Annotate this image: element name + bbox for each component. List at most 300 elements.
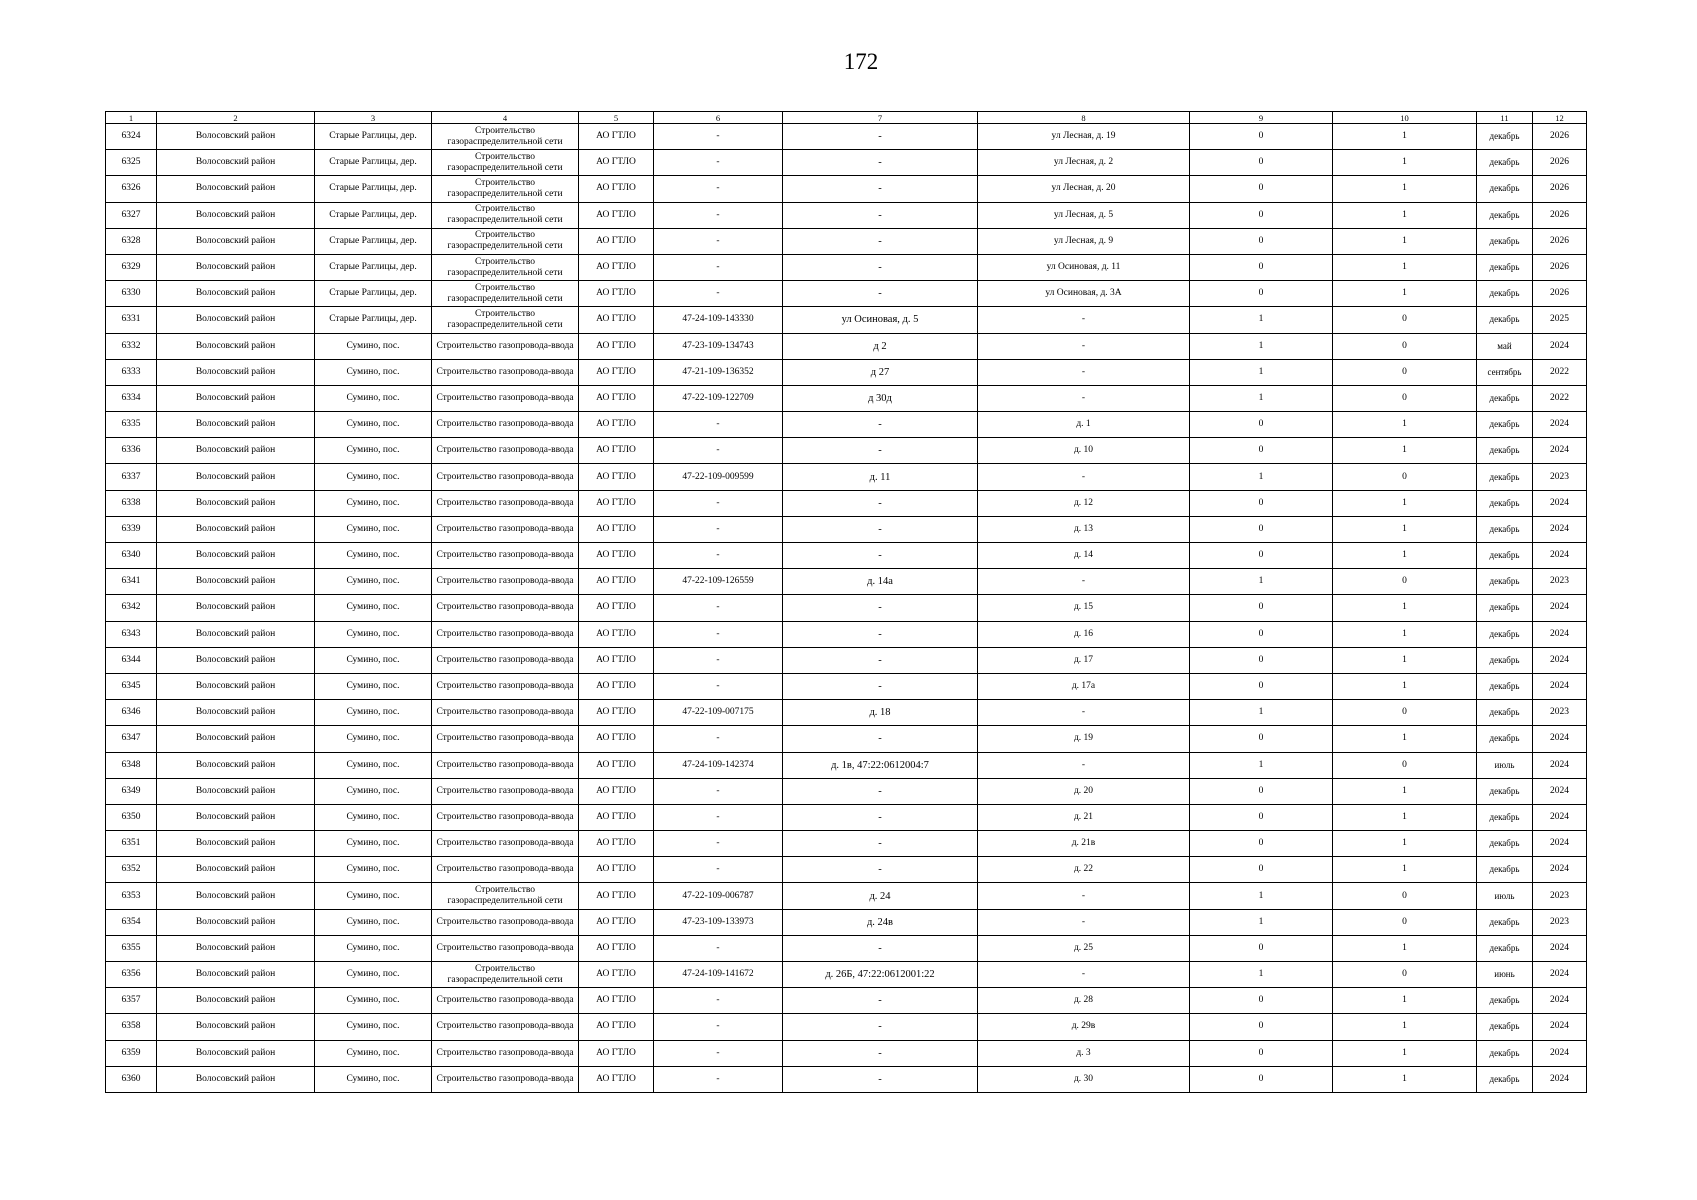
cell-col-10-value: 0 — [1333, 700, 1477, 726]
cell-month: декабрь — [1477, 490, 1533, 516]
cell-permit-number: - — [654, 281, 783, 307]
cell-work-type: Строительство газораспределительной сети — [432, 176, 579, 202]
cell-col-10-value: 1 — [1333, 490, 1477, 516]
cell-col-10-value: 0 — [1333, 333, 1477, 359]
cell-row-number: 6351 — [106, 831, 157, 857]
cell-settlement: Сумино, пос. — [315, 647, 432, 673]
cell-settlement: Сумино, пос. — [315, 804, 432, 830]
cell-row-number: 6343 — [106, 621, 157, 647]
cell-year: 2024 — [1533, 1040, 1587, 1066]
cell-settlement: Сумино, пос. — [315, 673, 432, 699]
cell-col-10-value: 0 — [1333, 307, 1477, 333]
cell-year: 2024 — [1533, 412, 1587, 438]
cell-work-type: Строительство газопровода-ввода — [432, 647, 579, 673]
cell-work-type: Строительство газопровода-ввода — [432, 726, 579, 752]
column-header-12: 12 — [1533, 112, 1587, 124]
cell-address: д. 10 — [978, 438, 1190, 464]
cell-settlement: Сумино, пос. — [315, 988, 432, 1014]
cell-settlement: Старые Раглицы, дер. — [315, 307, 432, 333]
cell-contractor: АО ГТЛО — [579, 307, 654, 333]
cell-month: декабрь — [1477, 988, 1533, 1014]
cell-year: 2026 — [1533, 124, 1587, 150]
cell-work-type: Строительство газопровода-ввода — [432, 700, 579, 726]
cell-row-number: 6357 — [106, 988, 157, 1014]
cell-month: декабрь — [1477, 673, 1533, 699]
cell-object-address: - — [783, 647, 978, 673]
table-body — [106, 124, 1587, 1093]
cell-col-9-value: 0 — [1190, 202, 1333, 228]
cell-object-address: - — [783, 595, 978, 621]
cell-contractor: АО ГТЛО — [579, 700, 654, 726]
cell-district: Волосовский район — [157, 490, 315, 516]
cell-col-10-value: 1 — [1333, 202, 1477, 228]
table-row — [106, 804, 1587, 830]
cell-permit-number: - — [654, 621, 783, 647]
cell-work-type: Строительство газопровода-ввода — [432, 935, 579, 961]
cell-col-9-value: 0 — [1190, 857, 1333, 883]
cell-district: Волосовский район — [157, 202, 315, 228]
cell-contractor: АО ГТЛО — [579, 883, 654, 909]
cell-settlement: Старые Раглицы, дер. — [315, 281, 432, 307]
cell-contractor: АО ГТЛО — [579, 962, 654, 988]
cell-col-10-value: 1 — [1333, 1040, 1477, 1066]
cell-col-10-value: 1 — [1333, 831, 1477, 857]
cell-month: декабрь — [1477, 1066, 1533, 1092]
cell-col-10-value: 0 — [1333, 569, 1477, 595]
cell-permit-number: - — [654, 412, 783, 438]
cell-col-10-value: 1 — [1333, 857, 1477, 883]
cell-col-9-value: 0 — [1190, 621, 1333, 647]
cell-district: Волосовский район — [157, 412, 315, 438]
cell-address: д. 16 — [978, 621, 1190, 647]
cell-object-address: д. 24в — [783, 909, 978, 935]
cell-month: декабрь — [1477, 569, 1533, 595]
cell-address: ул Лесная, д. 19 — [978, 124, 1190, 150]
cell-col-9-value: 0 — [1190, 124, 1333, 150]
cell-permit-number: - — [654, 647, 783, 673]
cell-contractor: АО ГТЛО — [579, 988, 654, 1014]
cell-address: д. 17 — [978, 647, 1190, 673]
cell-col-9-value: 0 — [1190, 673, 1333, 699]
table-row — [106, 988, 1587, 1014]
cell-address: ул Лесная, д. 5 — [978, 202, 1190, 228]
cell-row-number: 6325 — [106, 150, 157, 176]
cell-month: декабрь — [1477, 281, 1533, 307]
cell-district: Волосовский район — [157, 778, 315, 804]
table-row — [106, 1040, 1587, 1066]
cell-address: - — [978, 752, 1190, 778]
table-row — [106, 359, 1587, 385]
cell-address: - — [978, 700, 1190, 726]
cell-row-number: 6327 — [106, 202, 157, 228]
cell-year: 2024 — [1533, 543, 1587, 569]
cell-col-9-value: 1 — [1190, 307, 1333, 333]
cell-work-type: Строительство газопровода-ввода — [432, 752, 579, 778]
cell-object-address: - — [783, 1014, 978, 1040]
cell-settlement: Старые Раглицы, дер. — [315, 254, 432, 280]
cell-row-number: 6355 — [106, 935, 157, 961]
cell-col-10-value: 0 — [1333, 464, 1477, 490]
cell-col-9-value: 1 — [1190, 883, 1333, 909]
cell-year: 2024 — [1533, 621, 1587, 647]
cell-year: 2024 — [1533, 333, 1587, 359]
cell-year: 2026 — [1533, 281, 1587, 307]
cell-col-10-value: 1 — [1333, 228, 1477, 254]
cell-col-9-value: 0 — [1190, 412, 1333, 438]
cell-work-type: Строительство газораспределительной сети — [432, 962, 579, 988]
cell-row-number: 6360 — [106, 1066, 157, 1092]
cell-address: д. 17а — [978, 673, 1190, 699]
cell-row-number: 6340 — [106, 543, 157, 569]
cell-settlement: Сумино, пос. — [315, 438, 432, 464]
cell-district: Волосовский район — [157, 831, 315, 857]
cell-settlement: Сумино, пос. — [315, 1014, 432, 1040]
cell-address: д. 21 — [978, 804, 1190, 830]
cell-settlement: Сумино, пос. — [315, 464, 432, 490]
cell-object-address: - — [783, 935, 978, 961]
table-row — [106, 228, 1587, 254]
cell-contractor: АО ГТЛО — [579, 176, 654, 202]
cell-district: Волосовский район — [157, 647, 315, 673]
cell-address: ул Осиновая, д. 11 — [978, 254, 1190, 280]
cell-district: Волосовский район — [157, 726, 315, 752]
cell-settlement: Сумино, пос. — [315, 909, 432, 935]
cell-col-9-value: 0 — [1190, 254, 1333, 280]
cell-month: сентябрь — [1477, 359, 1533, 385]
cell-permit-number: - — [654, 804, 783, 830]
cell-district: Волосовский район — [157, 804, 315, 830]
table-row — [106, 778, 1587, 804]
cell-col-9-value: 1 — [1190, 333, 1333, 359]
cell-year: 2023 — [1533, 569, 1587, 595]
cell-permit-number: - — [654, 438, 783, 464]
cell-month: декабрь — [1477, 1040, 1533, 1066]
cell-col-9-value: 0 — [1190, 516, 1333, 542]
cell-object-address: - — [783, 1040, 978, 1066]
cell-work-type: Строительство газопровода-ввода — [432, 1014, 579, 1040]
cell-col-9-value: 1 — [1190, 909, 1333, 935]
cell-work-type: Строительство газопровода-ввода — [432, 438, 579, 464]
cell-row-number: 6349 — [106, 778, 157, 804]
cell-contractor: АО ГТЛО — [579, 202, 654, 228]
cell-work-type: Строительство газопровода-ввода — [432, 857, 579, 883]
cell-col-10-value: 1 — [1333, 176, 1477, 202]
cell-district: Волосовский район — [157, 385, 315, 411]
cell-object-address: - — [783, 490, 978, 516]
cell-district: Волосовский район — [157, 752, 315, 778]
cell-permit-number: - — [654, 543, 783, 569]
cell-district: Волосовский район — [157, 254, 315, 280]
cell-settlement: Сумино, пос. — [315, 490, 432, 516]
cell-address: - — [978, 307, 1190, 333]
cell-settlement: Старые Раглицы, дер. — [315, 228, 432, 254]
cell-contractor: АО ГТЛО — [579, 516, 654, 542]
cell-col-10-value: 1 — [1333, 1014, 1477, 1040]
cell-contractor: АО ГТЛО — [579, 752, 654, 778]
cell-permit-number: - — [654, 1066, 783, 1092]
table-row — [106, 621, 1587, 647]
cell-row-number: 6334 — [106, 385, 157, 411]
cell-col-10-value: 1 — [1333, 516, 1477, 542]
cell-col-10-value: 1 — [1333, 150, 1477, 176]
cell-year: 2023 — [1533, 464, 1587, 490]
cell-work-type: Строительство газопровода-ввода — [432, 1040, 579, 1066]
cell-col-10-value: 1 — [1333, 595, 1477, 621]
cell-contractor: АО ГТЛО — [579, 647, 654, 673]
cell-contractor: АО ГТЛО — [579, 935, 654, 961]
table-row — [106, 385, 1587, 411]
cell-settlement: Сумино, пос. — [315, 700, 432, 726]
cell-work-type: Строительство газопровода-ввода — [432, 543, 579, 569]
cell-col-9-value: 0 — [1190, 543, 1333, 569]
cell-year: 2024 — [1533, 647, 1587, 673]
cell-object-address: - — [783, 176, 978, 202]
cell-work-type: Строительство газопровода-ввода — [432, 673, 579, 699]
column-header-2: 2 — [157, 112, 315, 124]
cell-address: д. 30 — [978, 1066, 1190, 1092]
column-header-5: 5 — [579, 112, 654, 124]
cell-year: 2024 — [1533, 1014, 1587, 1040]
cell-work-type: Строительство газопровода-ввода — [432, 333, 579, 359]
cell-month: декабрь — [1477, 726, 1533, 752]
cell-col-9-value: 0 — [1190, 804, 1333, 830]
cell-month: июнь — [1477, 962, 1533, 988]
cell-month: июль — [1477, 752, 1533, 778]
table-row — [106, 857, 1587, 883]
cell-contractor: АО ГТЛО — [579, 857, 654, 883]
cell-district: Волосовский район — [157, 1066, 315, 1092]
cell-col-9-value: 0 — [1190, 438, 1333, 464]
cell-object-address: - — [783, 673, 978, 699]
table-row — [106, 333, 1587, 359]
cell-row-number: 6333 — [106, 359, 157, 385]
cell-work-type: Строительство газопровода-ввода — [432, 412, 579, 438]
table-row — [106, 412, 1587, 438]
cell-object-address: - — [783, 202, 978, 228]
cell-settlement: Сумино, пос. — [315, 935, 432, 961]
table-row — [106, 595, 1587, 621]
cell-col-10-value: 1 — [1333, 438, 1477, 464]
cell-work-type: Строительство газопровода-ввода — [432, 385, 579, 411]
cell-row-number: 6337 — [106, 464, 157, 490]
page-number: 172 — [843, 49, 879, 74]
cell-col-10-value: 0 — [1333, 359, 1477, 385]
cell-permit-number: - — [654, 1014, 783, 1040]
column-header-6: 6 — [654, 112, 783, 124]
cell-month: декабрь — [1477, 595, 1533, 621]
cell-contractor: АО ГТЛО — [579, 490, 654, 516]
cell-contractor: АО ГТЛО — [579, 228, 654, 254]
cell-work-type: Строительство газопровода-ввода — [432, 909, 579, 935]
cell-object-address: - — [783, 124, 978, 150]
cell-month: декабрь — [1477, 254, 1533, 280]
cell-district: Волосовский район — [157, 935, 315, 961]
cell-settlement: Сумино, пос. — [315, 621, 432, 647]
cell-year: 2022 — [1533, 359, 1587, 385]
cell-permit-number: - — [654, 935, 783, 961]
cell-object-address: - — [783, 150, 978, 176]
cell-col-10-value: 1 — [1333, 281, 1477, 307]
cell-address: - — [978, 385, 1190, 411]
table-row — [106, 124, 1587, 150]
cell-year: 2024 — [1533, 726, 1587, 752]
cell-col-10-value: 1 — [1333, 988, 1477, 1014]
cell-work-type: Строительство газораспределительной сети — [432, 281, 579, 307]
column-header-4: 4 — [432, 112, 579, 124]
cell-settlement: Старые Раглицы, дер. — [315, 150, 432, 176]
cell-col-9-value: 1 — [1190, 359, 1333, 385]
cell-year: 2025 — [1533, 307, 1587, 333]
cell-year: 2024 — [1533, 935, 1587, 961]
cell-settlement: Старые Раглицы, дер. — [315, 124, 432, 150]
cell-col-9-value: 0 — [1190, 150, 1333, 176]
cell-settlement: Сумино, пос. — [315, 752, 432, 778]
cell-settlement: Сумино, пос. — [315, 831, 432, 857]
cell-address: - — [978, 359, 1190, 385]
cell-permit-number: - — [654, 202, 783, 228]
cell-month: декабрь — [1477, 516, 1533, 542]
table-row — [106, 673, 1587, 699]
cell-year: 2026 — [1533, 254, 1587, 280]
table-row — [106, 569, 1587, 595]
cell-address: д. 29в — [978, 1014, 1190, 1040]
cell-row-number: 6358 — [106, 1014, 157, 1040]
cell-col-10-value: 1 — [1333, 673, 1477, 699]
column-header-1: 1 — [106, 112, 157, 124]
cell-object-address: - — [783, 804, 978, 830]
cell-row-number: 6350 — [106, 804, 157, 830]
cell-col-10-value: 1 — [1333, 124, 1477, 150]
table-row — [106, 647, 1587, 673]
cell-year: 2024 — [1533, 438, 1587, 464]
table-row — [106, 962, 1587, 988]
cell-col-10-value: 1 — [1333, 1066, 1477, 1092]
cell-object-address: д. 24 — [783, 883, 978, 909]
cell-district: Волосовский район — [157, 909, 315, 935]
cell-contractor: АО ГТЛО — [579, 1040, 654, 1066]
cell-object-address: - — [783, 857, 978, 883]
cell-month: декабрь — [1477, 831, 1533, 857]
column-header-3: 3 — [315, 112, 432, 124]
cell-contractor: АО ГТЛО — [579, 333, 654, 359]
cell-permit-number: 47-24-109-141672 — [654, 962, 783, 988]
cell-col-9-value: 0 — [1190, 831, 1333, 857]
cell-col-10-value: 0 — [1333, 752, 1477, 778]
cell-work-type: Строительство газопровода-ввода — [432, 831, 579, 857]
cell-district: Волосовский район — [157, 857, 315, 883]
cell-col-9-value: 0 — [1190, 176, 1333, 202]
table-row — [106, 935, 1587, 961]
cell-col-9-value: 1 — [1190, 569, 1333, 595]
cell-permit-number: 47-24-109-142374 — [654, 752, 783, 778]
cell-permit-number: 47-22-109-122709 — [654, 385, 783, 411]
cell-settlement: Сумино, пос. — [315, 543, 432, 569]
cell-district: Волосовский район — [157, 516, 315, 542]
cell-col-9-value: 0 — [1190, 988, 1333, 1014]
cell-district: Волосовский район — [157, 1014, 315, 1040]
cell-address: - — [978, 569, 1190, 595]
cell-object-address: - — [783, 831, 978, 857]
cell-col-10-value: 1 — [1333, 412, 1477, 438]
cell-address: - — [978, 883, 1190, 909]
cell-object-address: д. 14а — [783, 569, 978, 595]
cell-permit-number: 47-22-109-009599 — [654, 464, 783, 490]
cell-col-9-value: 0 — [1190, 1066, 1333, 1092]
cell-object-address: д 27 — [783, 359, 978, 385]
cell-contractor: АО ГТЛО — [579, 359, 654, 385]
table-row — [106, 752, 1587, 778]
cell-month: декабрь — [1477, 1014, 1533, 1040]
table-row — [106, 464, 1587, 490]
cell-district: Волосовский район — [157, 595, 315, 621]
cell-col-10-value: 1 — [1333, 726, 1477, 752]
cell-address: - — [978, 909, 1190, 935]
cell-address: д. 13 — [978, 516, 1190, 542]
header-row — [106, 112, 1587, 124]
cell-settlement: Сумино, пос. — [315, 1040, 432, 1066]
cell-permit-number: - — [654, 857, 783, 883]
cell-contractor: АО ГТЛО — [579, 595, 654, 621]
cell-row-number: 6345 — [106, 673, 157, 699]
cell-col-9-value: 1 — [1190, 752, 1333, 778]
cell-contractor: АО ГТЛО — [579, 438, 654, 464]
cell-permit-number: - — [654, 124, 783, 150]
cell-year: 2022 — [1533, 385, 1587, 411]
cell-address: д. 20 — [978, 778, 1190, 804]
cell-col-9-value: 0 — [1190, 726, 1333, 752]
cell-row-number: 6326 — [106, 176, 157, 202]
cell-month: декабрь — [1477, 385, 1533, 411]
cell-address: - — [978, 962, 1190, 988]
cell-col-9-value: 1 — [1190, 464, 1333, 490]
cell-contractor: АО ГТЛО — [579, 804, 654, 830]
cell-object-address: - — [783, 412, 978, 438]
cell-row-number: 6332 — [106, 333, 157, 359]
cell-year: 2023 — [1533, 909, 1587, 935]
cell-address: ул Лесная, д. 9 — [978, 228, 1190, 254]
cell-district: Волосовский район — [157, 150, 315, 176]
cell-month: декабрь — [1477, 228, 1533, 254]
cell-work-type: Строительство газораспределительной сети — [432, 150, 579, 176]
cell-month: декабрь — [1477, 438, 1533, 464]
table-row — [106, 883, 1587, 909]
cell-col-10-value: 1 — [1333, 778, 1477, 804]
cell-permit-number: - — [654, 673, 783, 699]
cell-row-number: 6324 — [106, 124, 157, 150]
cell-address: - — [978, 464, 1190, 490]
cell-contractor: АО ГТЛО — [579, 909, 654, 935]
cell-address: ул Осиновая, д. 3А — [978, 281, 1190, 307]
cell-row-number: 6346 — [106, 700, 157, 726]
cell-col-10-value: 1 — [1333, 543, 1477, 569]
cell-year: 2026 — [1533, 228, 1587, 254]
cell-year: 2024 — [1533, 831, 1587, 857]
cell-work-type: Строительство газопровода-ввода — [432, 804, 579, 830]
cell-work-type: Строительство газопровода-ввода — [432, 988, 579, 1014]
cell-address: д. 12 — [978, 490, 1190, 516]
cell-contractor: АО ГТЛО — [579, 673, 654, 699]
cell-permit-number: - — [654, 595, 783, 621]
cell-object-address: - — [783, 438, 978, 464]
cell-row-number: 6354 — [106, 909, 157, 935]
cell-district: Волосовский район — [157, 543, 315, 569]
cell-col-9-value: 0 — [1190, 490, 1333, 516]
cell-row-number: 6335 — [106, 412, 157, 438]
cell-district: Волосовский район — [157, 176, 315, 202]
cell-object-address: - — [783, 1066, 978, 1092]
cell-col-9-value: 0 — [1190, 228, 1333, 254]
cell-contractor: АО ГТЛО — [579, 281, 654, 307]
